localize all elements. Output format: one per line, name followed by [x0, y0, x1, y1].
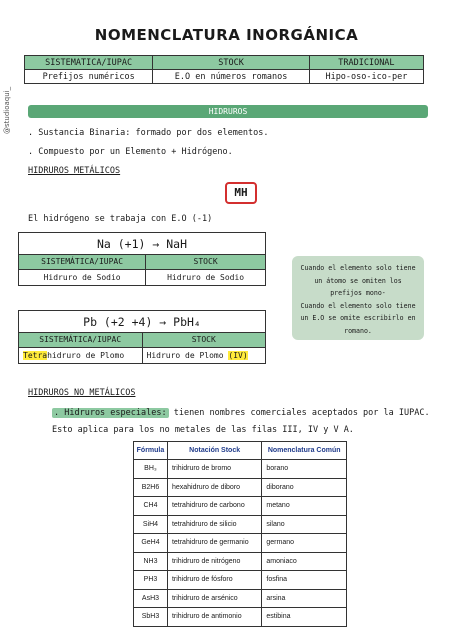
hydrides-header-common: Nomenclatura Común: [262, 442, 347, 460]
table-row: [134, 589, 347, 608]
table-row: [134, 497, 347, 516]
systems-header-traditional: TRADICIONAL: [309, 56, 423, 70]
table-row: [134, 515, 347, 534]
hydride-formula: SiH4: [134, 515, 168, 534]
side-note-line: Cuando el elemento solo tiene: [300, 264, 416, 272]
hydride-formula: SbH3: [134, 608, 168, 627]
side-note-box: [292, 256, 424, 340]
hydrogen-note: El hidrógeno se trabaja con E.O (-1): [28, 214, 213, 224]
systems-header-iupac: SISTEMATICA/IUPAC: [25, 56, 153, 70]
hydride-common: diborano: [262, 478, 347, 497]
intro-line-1: . Sustancia Binaria: formado por dos elementos.: [28, 128, 269, 138]
special-hydrides-scope: Esto aplica para los no metales de las filas III, IV y V A.: [52, 425, 354, 435]
roman-numeral-highlight: (IV): [228, 350, 248, 360]
systems-cell-traditional: Hipo-oso-ico-per: [309, 70, 423, 84]
special-hydrides-text: tienen nombres comerciales aceptados por la IUPAC.: [168, 408, 430, 418]
example-sodium-header-stock: STOCK: [146, 255, 265, 269]
metal-heading: HIDRUROS METÁLICOS: [28, 166, 121, 176]
systems-cell-stock: E.O en números romanos: [153, 70, 310, 84]
hydride-stock: trihidruro de antimonio: [167, 608, 261, 627]
systems-header-stock: STOCK: [153, 56, 310, 70]
example-lead-iupac-rest: hidruro de Plomo: [47, 350, 125, 360]
example-lead-header-iupac: SISTEMÁTICA/IUPAC: [19, 333, 142, 347]
page-title: NOMENCLATURA INORGÁNICA: [94, 26, 359, 44]
side-note-line: un E.O se omite escribirlo en: [300, 314, 416, 322]
hydrides-table: [133, 441, 347, 627]
hydride-stock: hexahidruro de diboro: [167, 478, 261, 497]
table-row: [134, 608, 347, 627]
systems-cell-iupac: Prefijos numéricos: [25, 70, 153, 84]
hydride-common: silano: [262, 515, 347, 534]
side-note-line: Cuando el elemento solo tiene: [300, 301, 416, 310]
systems-table: [24, 55, 424, 84]
side-tag: @studioaqui_: [3, 86, 11, 134]
example-lead-stock: [142, 347, 265, 363]
hydride-common: fosfina: [262, 571, 347, 590]
hydride-formula: AsH3: [134, 589, 168, 608]
example-sodium-equation: Na (+1) → NaH: [19, 233, 265, 255]
hydride-stock: trihidruro de arsénico: [167, 589, 261, 608]
hydride-stock: trihidruro de nitrógeno: [167, 552, 261, 571]
formula-mh-box: MH: [225, 182, 257, 204]
example-sodium-header-iupac: SISTEMÁTICA/IUPAC: [19, 255, 146, 269]
side-watermark: [2, 74, 16, 134]
hydride-formula: BH₃: [134, 460, 168, 479]
table-row: [134, 478, 347, 497]
table-row: [134, 571, 347, 590]
table-row: [134, 534, 347, 553]
hydride-common: metano: [262, 497, 347, 516]
side-note-line: romano.: [344, 326, 372, 335]
example-lead-header-stock: STOCK: [142, 333, 265, 347]
hydride-formula: GeH4: [134, 534, 168, 553]
hydride-common: germano: [262, 534, 347, 553]
hydride-formula: NH3: [134, 552, 168, 571]
hydride-common: arsina: [262, 589, 347, 608]
hydride-formula: CH4: [134, 497, 168, 516]
hydride-formula: PH3: [134, 571, 168, 590]
example-lead-equation: Pb (+2 +4) → PbH₄: [19, 311, 265, 333]
side-note-line: prefijos mono-: [330, 289, 386, 297]
hydride-stock: tetrahidruro de carbono: [167, 497, 261, 516]
example-lead: [18, 310, 266, 364]
table-row: [134, 460, 347, 479]
section-band-hidruros: HIDRUROS: [28, 105, 428, 118]
nonmetal-heading: HIDRUROS NO METÁLICOS: [28, 388, 136, 398]
example-sodium-stock: Hidruro de Sodio: [167, 272, 245, 282]
hydride-stock: trihidruro de fósforo: [167, 571, 261, 590]
hydride-stock: tetrahidruro de silicio: [167, 515, 261, 534]
example-lead-iupac: [19, 347, 142, 363]
special-hydrides-line: [52, 408, 430, 418]
example-lead-stock-main: Hidruro de Plomo: [146, 350, 229, 360]
intro-line-2: . Compuesto por un Elemento + Hidrógeno.: [28, 147, 233, 157]
hydride-formula: B2H6: [134, 478, 168, 497]
hydrides-header-formula: Fórmula: [134, 442, 168, 460]
hydride-common: borano: [262, 460, 347, 479]
hydride-common: amoniaco: [262, 552, 347, 571]
hydride-common: estibina: [262, 608, 347, 627]
table-row: [134, 552, 347, 571]
example-sodium: [18, 232, 266, 286]
hydride-stock: trihidruro de bromo: [167, 460, 261, 479]
example-sodium-iupac: Hidruro de Sodio: [19, 269, 146, 285]
hydride-stock: tetrahidruro de germanio: [167, 534, 261, 553]
special-hydrides-label: . Hidruros especiales:: [54, 408, 167, 418]
tetra-prefix-highlight: Tetra: [23, 350, 48, 360]
hydrides-header-stock: Notación Stock: [167, 442, 261, 460]
side-note-line: un átomo se omiten los: [314, 276, 402, 285]
